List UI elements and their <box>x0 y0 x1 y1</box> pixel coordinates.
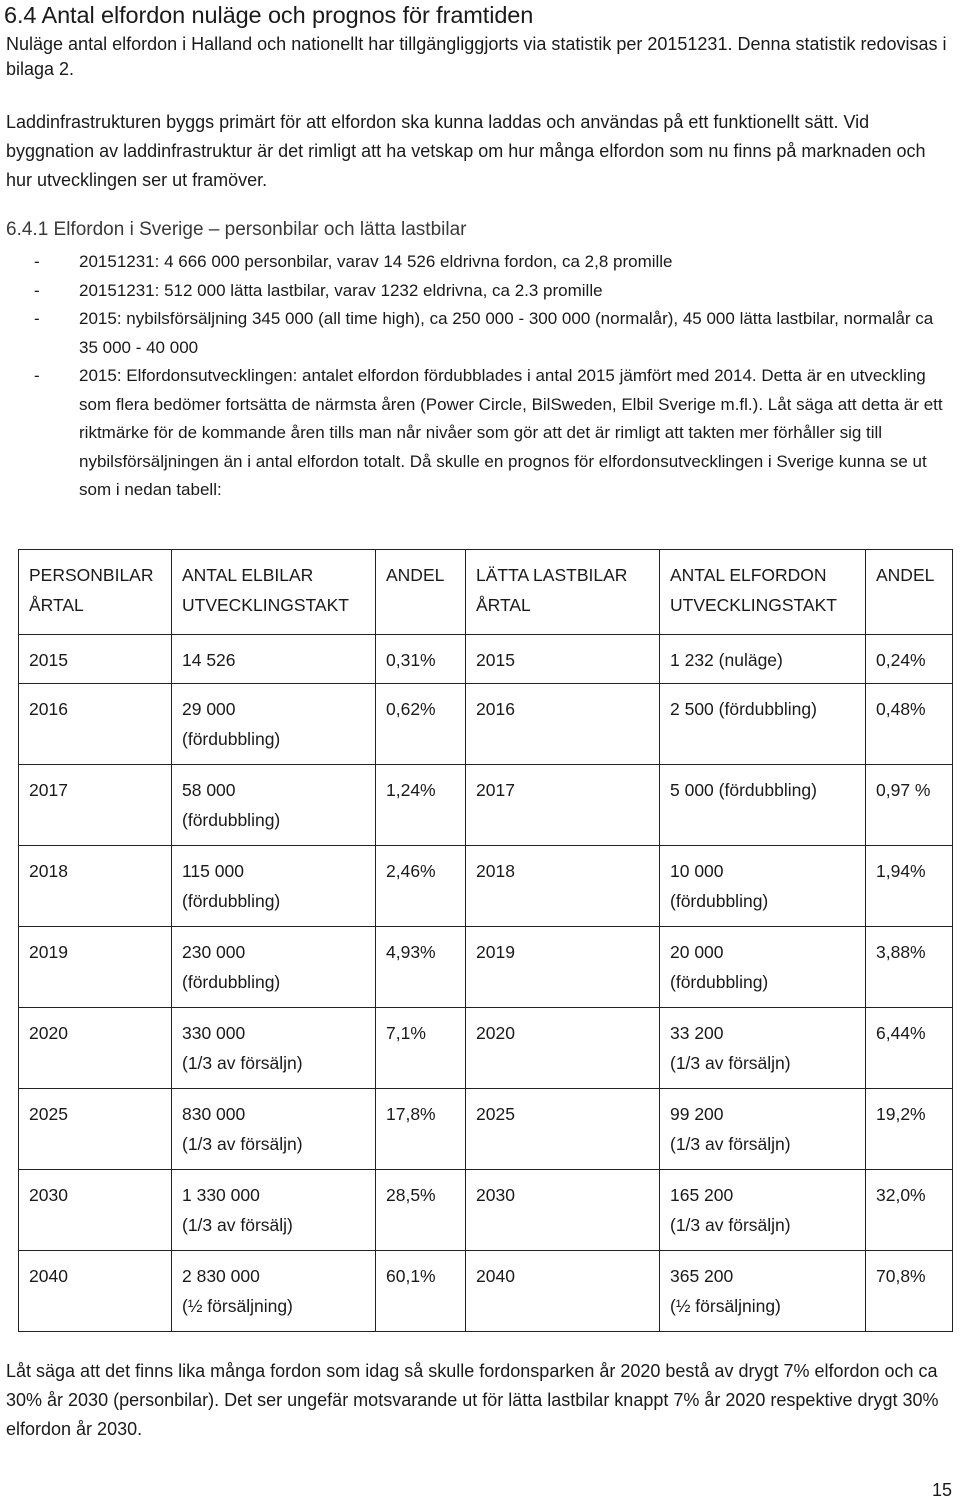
table-cell: 14 526 <box>172 635 376 684</box>
table-cell: 60,1% <box>376 1251 466 1332</box>
table-cell: 2025 <box>466 1089 660 1170</box>
table-cell: 32,0% <box>866 1170 953 1251</box>
col-header: LÄTTA LASTBILAR ÅRTAL <box>466 550 660 635</box>
list-item: - 2015: nybilsförsäljning 345 000 (all time high), ca 250 000 - 300 000 (normalår), 45 000 lätta lastbilar, normalår ca 35 000 - 40 000 <box>34 309 934 357</box>
table-cell: 2015 <box>19 635 172 684</box>
intro-paragraph: Nuläge antal elfordon i Halland och nationellt har tillgängliggjorts via statistik per 20151231. Denna statistik redovisas i bilaga 2. <box>6 34 947 79</box>
conclusion-paragraph: Låt säga att det finns lika många fordon som idag så skulle fordonsparken år 2020 bestå av drygt 7% elfordon och ca 30% år 2030 (personbilar). Det ser ungefär motsvarande ut för lätta lastbilar knappt 7% år 2020 respektive drygt 30% elfordon år 2030. <box>6 1361 939 1439</box>
table-cell: 2019 <box>19 927 172 1008</box>
table-cell: 2030 <box>19 1170 172 1251</box>
table-row <box>19 1008 953 1089</box>
table-cell: 115 000 (fördubbling) <box>172 846 376 927</box>
table-row <box>19 927 953 1008</box>
subsection-title: 6.4.1 Elfordon i Sverige – personbilar och lätta lastbilar <box>6 219 467 240</box>
table-row <box>19 1089 953 1170</box>
list-item: - 20151231: 4 666 000 personbilar, varav 14 526 eldrivna fordon, ca 2,8 promille <box>34 252 673 271</box>
table-cell: 2025 <box>19 1089 172 1170</box>
table-cell: 2016 <box>19 684 172 765</box>
table-cell: 99 200 (1/3 av försäljn) <box>660 1089 866 1170</box>
table-cell: 1,94% <box>866 846 953 927</box>
col-header: ANTAL ELBILAR UTVECKLINGSTAKT <box>172 550 376 635</box>
table-cell: 0,97 % <box>866 765 953 846</box>
table-cell: 2018 <box>19 846 172 927</box>
table-cell: 10 000 (fördubbling) <box>660 846 866 927</box>
table-cell: 2,46% <box>376 846 466 927</box>
table-cell: 2015 <box>466 635 660 684</box>
list-item: - 2015: Elfordonsutvecklingen: antalet elfordon fördubblades i antal 2015 jämfört med 2014. Detta är en utveckling som flera bedömer fortsätta de närmsta åren (Power Circle, BilSweden, Elbil Sverige m.fl.). Låt säga att detta är ett riktmärke för de kommande åren tills man når nivåer som gör att det är rimligt att takten mer förhåller sig till nybilsförsäljningen än i antal elfordon totalt. Då skulle en prognos för elfordonsutvecklingen i Sverige kunna se ut som i nedan tabell: <box>34 366 943 499</box>
bullet-list <box>6 248 954 505</box>
table-cell: 70,8% <box>866 1251 953 1332</box>
table-cell: 0,31% <box>376 635 466 684</box>
table-cell: 58 000 (fördubbling) <box>172 765 376 846</box>
table-cell: 2020 <box>466 1008 660 1089</box>
table-cell: 2020 <box>19 1008 172 1089</box>
table-row <box>19 1170 953 1251</box>
table-cell: 2017 <box>466 765 660 846</box>
table-cell: 28,5% <box>376 1170 466 1251</box>
table-cell: 6,44% <box>866 1008 953 1089</box>
table-cell: 2 830 000 (½ försäljning) <box>172 1251 376 1332</box>
table-header-row <box>19 550 953 635</box>
table-cell: 0,62% <box>376 684 466 765</box>
col-header: ANDEL <box>866 550 953 635</box>
table-cell: 1 232 (nuläge) <box>660 635 866 684</box>
table-cell: 230 000 (fördubbling) <box>172 927 376 1008</box>
table-cell: 165 200 (1/3 av försäljn) <box>660 1170 866 1251</box>
table-cell: 2 500 (fördubbling) <box>660 684 866 765</box>
table-row <box>19 635 953 684</box>
table-row <box>19 846 953 927</box>
col-header: ANDEL <box>376 550 466 635</box>
table-cell: 2018 <box>466 846 660 927</box>
table-cell: 2019 <box>466 927 660 1008</box>
table-row <box>19 684 953 765</box>
col-header: ANTAL ELFORDON UTVECKLINGSTAKT <box>660 550 866 635</box>
table-cell: 0,48% <box>866 684 953 765</box>
table-cell: 2016 <box>466 684 660 765</box>
table-cell: 0,24% <box>866 635 953 684</box>
ev-forecast-table <box>18 549 953 1332</box>
table-cell: 1 330 000 (1/3 av försälj) <box>172 1170 376 1251</box>
table-cell: 2030 <box>466 1170 660 1251</box>
table-cell: 19,2% <box>866 1089 953 1170</box>
table-cell: 33 200 (1/3 av försäljn) <box>660 1008 866 1089</box>
list-item: - 20151231: 512 000 lätta lastbilar, varav 1232 eldrivna, ca 2.3 promille <box>34 280 603 300</box>
section-title: 6.4 Antal elfordon nuläge och prognos för framtiden <box>4 2 534 28</box>
body-paragraph: Laddinfrastrukturen byggs primärt för att elfordon ska kunna laddas och användas på ett funktionellt sätt. Vid byggnation av laddinfrastruktur är det rimligt att ha vetskap om hur många elfordon som nu finns på marknaden och hur utvecklingen ser ut framöver. <box>6 112 926 190</box>
table-cell: 20 000 (fördubbling) <box>660 927 866 1008</box>
page-number: 15 <box>931 1480 952 1500</box>
table-cell: 7,1% <box>376 1008 466 1089</box>
table-cell: 330 000 (1/3 av försäljn) <box>172 1008 376 1089</box>
table-row <box>19 765 953 846</box>
col-header: PERSONBILAR ÅRTAL <box>19 550 172 635</box>
table-cell: 1,24% <box>376 765 466 846</box>
table-row <box>19 1251 953 1332</box>
table-cell: 4,93% <box>376 927 466 1008</box>
table-cell: 365 200 (½ försäljning) <box>660 1251 866 1332</box>
table-cell: 2040 <box>19 1251 172 1332</box>
table-cell: 5 000 (fördubbling) <box>660 765 866 846</box>
table-cell: 2040 <box>466 1251 660 1332</box>
table-cell: 3,88% <box>866 927 953 1008</box>
table-cell: 17,8% <box>376 1089 466 1170</box>
table-cell: 2017 <box>19 765 172 846</box>
table-cell: 830 000 (1/3 av försäljn) <box>172 1089 376 1170</box>
table-cell: 29 000 (fördubbling) <box>172 684 376 765</box>
